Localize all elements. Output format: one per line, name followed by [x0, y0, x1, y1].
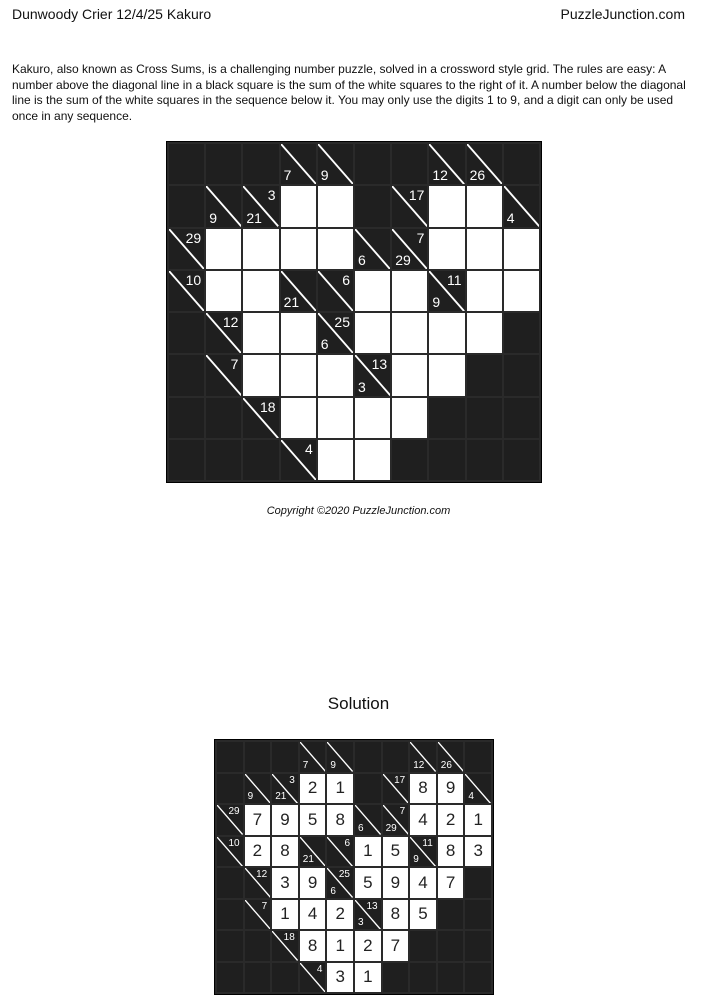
clue-down-sum: 21 [246, 209, 262, 226]
header-title: Dunwoody Crier 12/4/25 Kakuro [12, 6, 212, 22]
clue-cell [243, 186, 278, 226]
white-cell[interactable] [355, 440, 390, 480]
clue-across-sum: 29 [185, 229, 202, 246]
white-cell [272, 868, 298, 898]
clue-cell [383, 774, 409, 804]
black-cell [383, 963, 409, 993]
solution-digit: 3 [335, 967, 345, 987]
solution-digit: 1 [335, 935, 345, 955]
clue-down-sum: 7 [302, 759, 309, 771]
white-cell[interactable] [281, 355, 316, 395]
black-cell [217, 900, 243, 930]
clue-cell [281, 144, 316, 184]
clue-down-sum: 9 [413, 854, 419, 865]
clue-cell [318, 271, 353, 311]
white-cell [410, 774, 436, 804]
white-cell[interactable] [392, 313, 427, 353]
clue-cell [327, 837, 353, 867]
black-cell [355, 774, 381, 804]
solution-digit: 3 [473, 841, 483, 861]
solution-digit: 4 [307, 904, 318, 924]
clue-across-sum: 17 [408, 187, 425, 204]
white-cell[interactable] [392, 271, 427, 311]
clue-cell [392, 186, 427, 226]
black-cell [217, 774, 243, 804]
clue-down-sum: 3 [358, 378, 366, 395]
black-cell [243, 440, 278, 480]
clue-down-sum: 21 [302, 854, 314, 865]
clue-down-sum: 7 [283, 167, 292, 184]
black-cell [383, 742, 409, 772]
white-cell[interactable] [355, 398, 390, 438]
clue-cell [169, 229, 204, 269]
clue-cell [169, 271, 204, 311]
black-cell [169, 186, 204, 226]
white-cell [383, 931, 409, 961]
black-cell [217, 931, 243, 961]
clue-cell [245, 868, 271, 898]
black-cell [217, 742, 243, 772]
solution-digit: 2 [363, 935, 373, 955]
black-cell [355, 742, 381, 772]
clue-cell [504, 186, 539, 226]
solution-digit: 1 [363, 967, 373, 987]
white-cell[interactable] [206, 271, 241, 311]
white-cell [355, 963, 381, 993]
black-cell [504, 144, 539, 184]
white-cell[interactable] [243, 313, 278, 353]
clue-across-sum: 12 [256, 869, 268, 880]
clue-across-sum: 29 [228, 806, 240, 817]
solution-digit: 2 [445, 809, 456, 829]
clue-across-sum: 6 [342, 271, 350, 288]
clue-cell [318, 313, 353, 353]
black-cell [245, 931, 271, 961]
white-cell[interactable] [206, 229, 241, 269]
clue-cell [318, 144, 353, 184]
white-cell[interactable] [504, 271, 539, 311]
clue-cell [355, 229, 390, 269]
clue-across-sum: 17 [394, 774, 406, 786]
clue-across-sum: 3 [289, 774, 295, 786]
white-cell [355, 837, 381, 867]
clue-across-sum: 7 [261, 900, 268, 912]
clue-cell [438, 742, 464, 772]
white-cell[interactable] [243, 355, 278, 395]
clue-across-sum: 7 [399, 806, 406, 817]
white-cell [245, 805, 271, 835]
black-cell [206, 440, 241, 480]
solution-digit: 9 [390, 872, 401, 892]
white-cell [465, 805, 491, 835]
solution-digit: 9 [445, 778, 456, 798]
clue-cell [300, 963, 326, 993]
white-cell[interactable] [355, 271, 390, 311]
clue-cell [243, 398, 278, 438]
clue-down-sum: 9 [320, 167, 329, 184]
clue-down-sum: 12 [413, 759, 425, 771]
clue-cell [272, 774, 298, 804]
solution-digit: 7 [390, 935, 401, 955]
clue-down-sum: 6 [358, 822, 364, 834]
clue-cell [392, 229, 427, 269]
white-cell [272, 900, 298, 930]
clue-across-sum: 7 [230, 356, 239, 373]
white-cell [327, 774, 353, 804]
black-cell [504, 355, 539, 395]
black-cell [355, 144, 390, 184]
clue-cell [355, 805, 381, 835]
clue-down-sum: 21 [283, 294, 300, 310]
solution-digit: 5 [390, 841, 401, 861]
black-cell [438, 963, 464, 993]
solution-digit: 7 [252, 809, 263, 829]
solution-digit: 2 [307, 778, 318, 798]
clue-across-sum: 25 [334, 314, 350, 330]
clue-across-sum: 6 [344, 837, 350, 849]
black-cell [438, 931, 464, 961]
black-cell [465, 868, 491, 898]
clue-cell [245, 774, 271, 804]
white-cell[interactable] [467, 229, 502, 269]
black-cell [429, 440, 464, 480]
white-cell [327, 963, 353, 993]
clue-cell [465, 774, 491, 804]
puzzle-grid [166, 141, 542, 483]
white-cell[interactable] [318, 229, 353, 269]
clue-cell [429, 144, 464, 184]
solution-digit: 1 [280, 904, 290, 924]
solution-digit: 1 [335, 778, 345, 798]
solution-digit: 3 [280, 872, 290, 892]
black-cell [169, 398, 204, 438]
intro-text: Kakuro, also known as Cross Sums, is a challenging number puzzle, solved in a crossword style grid. The rules are easy: A number above the diagonal line in a black square is the sum of the white squares to the right of it. A number below the diagonal line is the sum of the white squares in the sequence below it. You may only use the digits 1 to 9, and a digit can only be used once in any sequence. [12, 62, 686, 123]
clue-down-sum: 4 [506, 209, 515, 226]
solution-digit: 8 [335, 809, 345, 829]
clue-cell [300, 837, 326, 867]
white-cell [300, 805, 326, 835]
clue-across-sum: 18 [283, 932, 295, 943]
white-cell[interactable] [355, 313, 390, 353]
clue-cell [327, 868, 353, 898]
clue-across-sum: 13 [366, 900, 378, 912]
black-cell [217, 868, 243, 898]
clue-across-sum: 13 [371, 356, 388, 373]
clue-down-sum: 26 [469, 167, 486, 184]
clue-cell [355, 355, 390, 395]
white-cell[interactable] [429, 355, 464, 395]
white-cell[interactable] [467, 313, 502, 353]
black-cell [465, 742, 491, 772]
black-cell [438, 900, 464, 930]
white-cell[interactable] [281, 313, 316, 353]
clue-down-sum: 4 [468, 791, 474, 802]
clue-cell [281, 271, 316, 311]
solution-digit: 5 [307, 809, 318, 829]
black-cell [355, 186, 390, 226]
black-cell [169, 440, 204, 480]
white-cell [410, 868, 436, 898]
white-cell[interactable] [504, 229, 539, 269]
white-cell [410, 805, 436, 835]
solution-digit: 4 [418, 809, 428, 829]
white-cell[interactable] [243, 229, 278, 269]
white-cell [327, 900, 353, 930]
white-cell[interactable] [467, 186, 502, 226]
solution-digit: 5 [418, 904, 428, 924]
black-cell [504, 440, 539, 480]
white-cell [327, 931, 353, 961]
white-cell [245, 837, 271, 867]
white-cell[interactable] [281, 229, 316, 269]
clue-across-sum: 12 [222, 314, 239, 330]
copyright-text: Copyright ©2020 PuzzleJunction.com [266, 505, 451, 517]
solution-digit: 9 [280, 809, 290, 829]
white-cell [355, 931, 381, 961]
white-cell [438, 837, 464, 867]
clue-across-sum: 3 [267, 187, 276, 204]
white-cell[interactable] [318, 186, 353, 226]
solution-digit: 1 [363, 841, 373, 861]
black-cell [392, 144, 427, 184]
solution-digit: 8 [418, 778, 428, 798]
black-cell [272, 963, 298, 993]
clue-down-sum: 9 [247, 791, 254, 802]
white-cell [383, 837, 409, 867]
white-cell [300, 774, 326, 804]
solution-digit: 7 [445, 872, 456, 892]
clue-down-sum: 12 [432, 167, 448, 184]
clue-across-sum: 11 [422, 837, 433, 849]
black-cell [206, 398, 241, 438]
clue-across-sum: 25 [338, 869, 350, 880]
clue-down-sum: 26 [440, 759, 452, 771]
white-cell[interactable] [392, 398, 427, 438]
white-cell [438, 774, 464, 804]
solution-grid [214, 739, 494, 995]
clue-cell [272, 931, 298, 961]
header-site: PuzzleJunction.com [560, 6, 685, 22]
black-cell [429, 398, 464, 438]
white-cell [410, 900, 436, 930]
clue-down-sum: 6 [330, 885, 336, 897]
white-cell[interactable] [429, 229, 464, 269]
clue-across-sum: 7 [416, 229, 425, 246]
clue-cell [410, 742, 436, 772]
black-cell [504, 398, 539, 438]
clue-cell [217, 805, 243, 835]
black-cell [504, 313, 539, 353]
clue-down-sum: 6 [358, 251, 366, 268]
white-cell [438, 805, 464, 835]
clue-down-sum: 9 [330, 759, 336, 771]
solution-digit: 8 [307, 935, 318, 955]
clue-cell [327, 742, 353, 772]
clue-cell [383, 805, 409, 835]
clue-cell [217, 837, 243, 867]
clue-cell [206, 313, 241, 353]
black-cell [392, 440, 427, 480]
black-cell [465, 931, 491, 961]
clue-across-sum: 18 [260, 398, 276, 415]
clue-cell [355, 900, 381, 930]
white-cell [383, 868, 409, 898]
black-cell [217, 963, 243, 993]
white-cell [438, 868, 464, 898]
black-cell [243, 144, 278, 184]
clue-down-sum: 21 [275, 791, 287, 802]
clue-down-sum: 29 [385, 822, 397, 834]
clue-across-sum: 10 [185, 271, 202, 288]
white-cell[interactable] [243, 271, 278, 311]
black-cell [245, 742, 271, 772]
black-cell [410, 931, 436, 961]
clue-cell [410, 837, 436, 867]
white-cell [300, 868, 326, 898]
solution-digit: 2 [335, 904, 345, 924]
black-cell [169, 355, 204, 395]
solution-digit: 8 [390, 904, 401, 924]
clue-down-sum: 29 [395, 251, 411, 268]
white-cell[interactable] [318, 355, 353, 395]
clue-cell [281, 440, 316, 480]
black-cell [467, 398, 502, 438]
solution-digit: 2 [252, 841, 263, 861]
black-cell [245, 963, 271, 993]
clue-across-sum: 10 [228, 837, 240, 849]
clue-down-sum: 3 [358, 917, 364, 928]
black-cell [169, 144, 204, 184]
black-cell [467, 440, 502, 480]
solution-digit: 5 [363, 872, 373, 892]
black-cell [206, 144, 241, 184]
white-cell [355, 868, 381, 898]
solution-digit: 8 [280, 841, 290, 861]
white-cell[interactable] [318, 398, 353, 438]
white-cell [272, 805, 298, 835]
white-cell [300, 900, 326, 930]
solution-digit: 4 [418, 872, 428, 892]
black-cell [410, 963, 436, 993]
clue-down-sum: 6 [320, 336, 329, 353]
white-cell[interactable] [429, 186, 464, 226]
white-cell[interactable] [429, 313, 464, 353]
clue-down-sum: 9 [432, 294, 441, 310]
white-cell[interactable] [281, 398, 316, 438]
white-cell[interactable] [392, 355, 427, 395]
clue-across-sum: 4 [305, 440, 313, 457]
solution-digit: 8 [445, 841, 456, 861]
black-cell [467, 355, 502, 395]
clue-cell [245, 900, 271, 930]
clue-cell [300, 742, 326, 772]
white-cell [465, 837, 491, 867]
solution-digit: 9 [307, 872, 318, 892]
solution-title: Solution [327, 694, 390, 713]
clue-cell [206, 186, 241, 226]
clue-across-sum: 11 [447, 271, 462, 288]
black-cell [465, 963, 491, 993]
white-cell[interactable] [318, 440, 353, 480]
black-cell [169, 313, 204, 353]
white-cell [327, 805, 353, 835]
white-cell [300, 931, 326, 961]
clue-cell [206, 355, 241, 395]
black-cell [465, 900, 491, 930]
clue-cell [467, 144, 502, 184]
clue-down-sum: 9 [209, 209, 217, 226]
clue-cell [429, 271, 464, 311]
clue-across-sum: 4 [316, 963, 323, 975]
solution-digit: 1 [473, 809, 483, 829]
white-cell[interactable] [467, 271, 502, 311]
white-cell [383, 900, 409, 930]
white-cell[interactable] [281, 186, 316, 226]
black-cell [272, 742, 298, 772]
white-cell [272, 837, 298, 867]
